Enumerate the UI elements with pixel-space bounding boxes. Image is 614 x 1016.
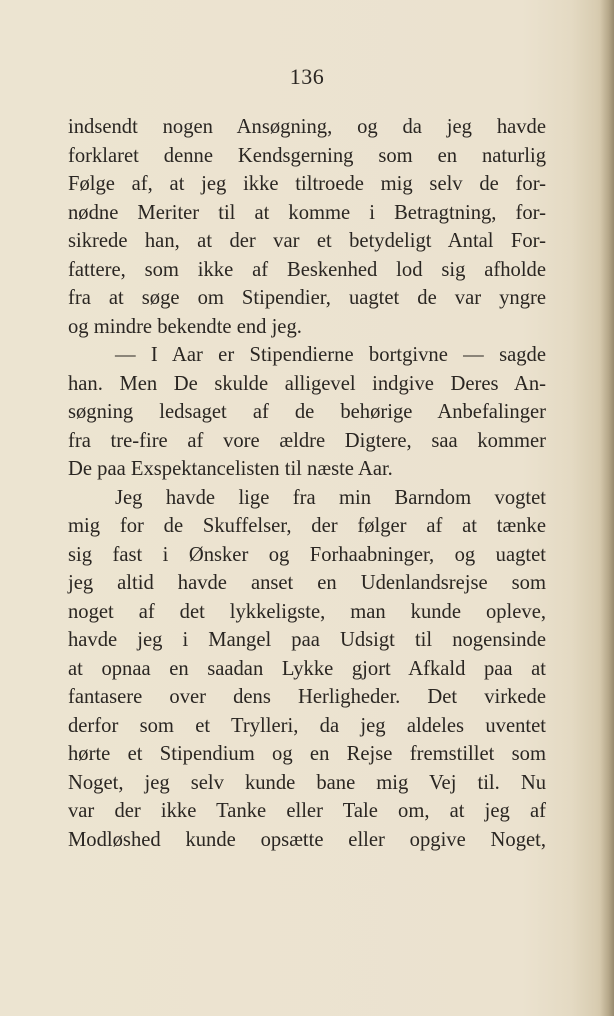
text-line: han. Men De skulde alligevel indgive Deres An- xyxy=(68,372,546,395)
text-line: og mindre bekendte end jeg. xyxy=(68,315,302,338)
text-line: søgning ledsaget af de behørige Anbefalinger xyxy=(68,401,546,423)
text-line: Følge af, at jeg ikke tiltroede mig selv de for- xyxy=(68,173,546,195)
text-line: Modløshed kunde opsætte eller opgive Noget, xyxy=(68,828,546,851)
text-line: havde jeg i Mangel paa Udsigt til nogensinde xyxy=(68,629,546,651)
text-line: sig fast i Ønsker og Forhaabninger, og uagtet xyxy=(68,543,546,566)
text-line: — I Aar er Stipendierne bortgivne — sagde xyxy=(115,344,546,366)
text-line: fattere, som ikke af Beskenhed lod sig afholde xyxy=(68,258,546,281)
text-line: jeg altid havde anset en Udenlandsrejse som xyxy=(68,572,546,594)
text-line: fra tre-fire af vore ældre Digtere, saa kommer xyxy=(68,429,546,452)
text-line: fra at søge om Stipendier, uagtet de var yngre xyxy=(68,287,546,309)
text-line: at opnaa en saadan Lykke gjort Afkald paa at xyxy=(68,657,546,680)
body-text xyxy=(68,113,546,854)
text-line: Noget, jeg selv kunde bane mig Vej til. Nu xyxy=(68,771,546,794)
text-line: De paa Exspektancelisten til næste Aar. xyxy=(68,458,393,480)
text-line: sikrede han, at der var et betydeligt Antal For- xyxy=(68,230,546,252)
text-line: derfor som et Trylleri, da jeg aldeles uventet xyxy=(68,714,546,737)
text-line: forklaret denne Kendsgerning som en naturlig xyxy=(68,144,546,167)
text-line: fantasere over dens Herligheder. Det virkede xyxy=(68,686,546,708)
text-line: mig for de Skuffelser, der følger af at tænke xyxy=(68,515,546,537)
page-number: 136 xyxy=(289,64,325,89)
text-line: nødne Meriter til at komme i Betragtning, for- xyxy=(68,201,546,224)
text-line: Jeg havde lige fra min Barndom vogtet xyxy=(115,486,546,509)
text-line: noget af det lykkeligste, man kunde opleve, xyxy=(68,600,546,623)
page-edge-shadow xyxy=(600,0,614,1016)
text-line: hørte et Stipendium og en Rejse fremstillet som xyxy=(68,743,546,765)
text-line: indsendt nogen Ansøgning, og da jeg havde xyxy=(68,116,546,138)
text-line: var der ikke Tanke eller Tale om, at jeg af xyxy=(68,800,546,822)
